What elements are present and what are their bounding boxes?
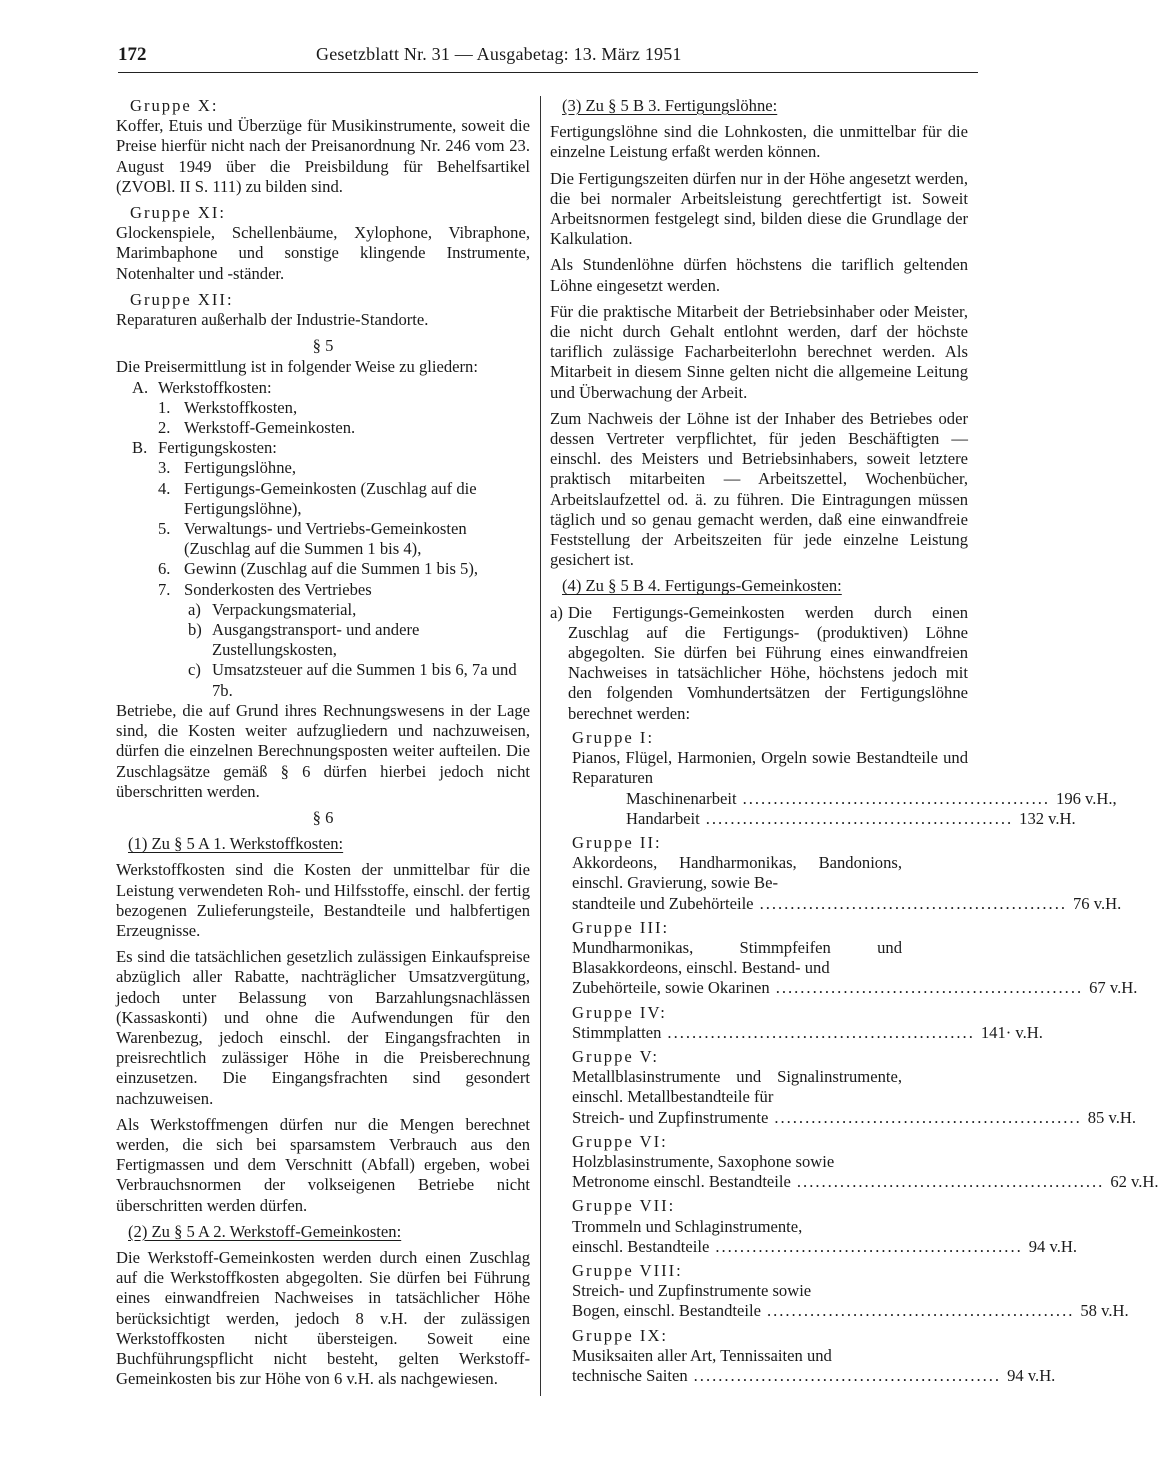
page-header bbox=[118, 42, 978, 73]
rate-group bbox=[572, 1131, 1159, 1193]
group-heading: Gruppe I: bbox=[572, 727, 655, 747]
group-text: Musiksaiten aller Art, Tennissaiten und bbox=[572, 1345, 832, 1365]
group-text: Glockenspiele, Schellenbäume, Xylophone, Vibraphone, Marimbaphone und sonstige klingende Instrumente, Notenhalter und -ständer. bbox=[116, 223, 530, 283]
gazette-title: Gesetzblatt Nr. 31 — Ausgabetag: 13. März 1951 bbox=[316, 44, 682, 64]
rate-group bbox=[572, 1325, 1056, 1387]
paragraph: Als Werkstoffmengen dürfen nur die Mengen berechnet werden, die sich bei sparsamstem Verbrauch aus den Fertigmassen und dem Verschnitt (Abfall) ergeben, wobei Verbrauchsnormen der volkseigenen Betriebe nicht überschritten werden dürfen. bbox=[116, 1114, 530, 1215]
group-heading: Gruppe VI: bbox=[572, 1131, 668, 1151]
group-heading: Gruppe XI: bbox=[130, 203, 227, 223]
rate-group bbox=[572, 1196, 1077, 1257]
paragraph: Die Fertigungs-Gemeinkosten werden durch einen Zuschlag auf die Fertigungs- (produktiven) Löhne abgegolten. Sie dürfen bei Führung eines einwandfreien Nachweises in tatsächlicher Höhe, höchstens jedoch mit den folgenden Vomhundertsätzen der Fertigungslöhne berechnet werden: bbox=[568, 602, 968, 723]
list-item: B. Fertigungskosten: bbox=[132, 438, 277, 458]
group-text: Reparaturen außerhalb der Industrie-Standorte. bbox=[116, 310, 429, 330]
group-heading: Gruppe X: bbox=[130, 96, 219, 115]
paragraph: Die Werkstoff-Gemeinkosten werden durch einen Zuschlag auf die Werkstoffkosten abgegolten. Sie dürfen bei Führung eines einwandfreien Nachweises in tatsächlicher Höhe berücksichtigt werden, jedoch 8 v.H. der zulässigen Werkstoffkosten nicht übersteigen. Soweit eine Buchführungspflicht nicht besteht, gelten Werkstoff-Gemeinkosten bis zur Höhe von 6 v.H. als nachgewiesen. bbox=[116, 1247, 530, 1389]
column-divider bbox=[540, 96, 541, 1396]
paragraph: Betriebe, die auf Grund ihres Rechnungswesens in der Lage sind, die Kosten weiter aufzugliedern und nachzuweisen, dürfen die einzelnen Berechnungsposten weiter aufteilen. Die Zuschlagsätze gemäß § 6 dürfen hierbei jedoch nicht überschritten werden. bbox=[116, 700, 530, 801]
rate-group bbox=[572, 1046, 1136, 1128]
paragraph: Als Stundenlöhne dürfen höchstens die tariflich geltenden Löhne eingesetzt werden. bbox=[550, 255, 968, 295]
rate-row: einschl. Bestandteile .................................................. 94 v.H. bbox=[572, 1236, 1077, 1256]
paragraph: Zum Nachweis der Löhne ist der Inhaber des Betriebes oder dessen Vertreter verpflichtet, für jeden Beschäftigten — einschl. des Meisters und Betriebsinhabers, soweit letztere praktisch mitarbeiten — Arbeitszettel, Wochenbücher, Arbeitslaufzettel od. ä. zu führen. Die Eintragungen müssen täglich und so genau gemacht werden, daß eine einwandfreie Feststellung der Arbeitszeiten für jede einzelne Leistung gesichert ist. bbox=[550, 408, 968, 570]
section-heading: § 6 bbox=[312, 807, 334, 827]
list-item: 2. Werkstoff-Gemeinkosten. bbox=[158, 418, 356, 438]
section-heading: § 5 bbox=[312, 336, 334, 356]
rate-row: Zubehörteile, sowie Okarinen .................................................. 67 v.H. bbox=[572, 978, 1138, 998]
rate-row: Handarbeit .................................................. 132 v.H. bbox=[626, 808, 1076, 828]
group-heading: Gruppe II: bbox=[572, 832, 662, 852]
group-heading: Gruppe III: bbox=[572, 917, 670, 937]
group-heading: Gruppe IX: bbox=[572, 1325, 669, 1345]
paragraph: Für die praktische Mitarbeit der Betriebsinhaber oder Meister, die nicht durch Gehalt entlohnt werden, darf der höchste tariflich zulässige Facharbeiterlohn berechnet werden. Als Mitarbeit in diesem Sinne gelten nicht die allgemeine Leitung und Überwachung der Arbeit. bbox=[550, 301, 968, 402]
rate-group bbox=[572, 1260, 1129, 1322]
list-item: b) Ausgangstransport- und andere Zustellungskosten, bbox=[188, 620, 420, 660]
list-item: c) Umsatzsteuer auf die Summen 1 bis 6, 7a und 7b. bbox=[188, 660, 517, 700]
group-text: Trommeln und Schlaginstrumente, bbox=[572, 1216, 803, 1236]
list-item: a) Verpackungsmaterial, bbox=[188, 599, 357, 619]
rate-row: standteile und Zubehörteile .................................................. 76 v.H. bbox=[572, 893, 1122, 913]
list-item: 7. Sonderkosten des Vertriebes bbox=[158, 579, 372, 599]
group-text: Streich- und Zupfinstrumente sowie bbox=[572, 1281, 812, 1301]
rate-row: technische Saiten .................................................. 94 v.H. bbox=[572, 1365, 1056, 1385]
rate-row: Bogen, einschl. Bestandteile .................................................. 58 v.H. bbox=[572, 1301, 1129, 1321]
list-item: 1. Werkstoffkosten, bbox=[158, 397, 298, 417]
clause-a: a) Die Fertigungs-Gemeinkosten werden durch einen Zuschlag auf die Fertigungs- (produktiven) Löhne abgegolten. Sie dürfen bei Führung eines einwandfreien Nachweises in tatsächlicher Höhe, höchstens jedoch mit den folgenden Vomhundertsätzen der Fertigungslöhne berechnet werden: bbox=[550, 602, 968, 723]
rate-group bbox=[572, 727, 1117, 829]
group-heading: Gruppe V: bbox=[572, 1046, 659, 1066]
left-column bbox=[116, 96, 530, 1389]
paragraph: Werkstoffkosten sind die Kosten der unmittelbar für die Leistung verwendeten Roh- und Hilfsstoffe, einschl. der fertig bezogenen Zulieferungsteile, Bestandteile und halbfertigen Erzeugnisse. bbox=[116, 860, 530, 940]
paragraph: Fertigungslöhne sind die Lohnkosten, die unmittelbar für die einzelne Leistung erfaßt werden können. bbox=[550, 122, 968, 162]
group-text: Pianos, Flügel, Harmonien, Orgeln sowie Bestandteile und Reparaturen bbox=[572, 748, 968, 788]
group-text: Holzblasinstrumente, Saxophone sowie bbox=[572, 1151, 835, 1171]
list-item: A. Werkstoffkosten: bbox=[132, 377, 272, 397]
subsection-heading: (2) Zu § 5 A 2. Werkstoff-Gemeinkosten: bbox=[128, 1221, 402, 1241]
subsection-heading: (1) Zu § 5 A 1. Werkstoffkosten: bbox=[128, 834, 344, 854]
rate-row: Maschinenarbeit .................................................. 196 v.H., bbox=[626, 788, 1117, 808]
group-heading: Gruppe VII: bbox=[572, 1196, 676, 1216]
rate-group bbox=[572, 917, 1138, 999]
group-text: Akkordeons, Handharmonikas, Bandonions, einschl. Gravierung, sowie Be- bbox=[572, 853, 902, 893]
cost-structure-list bbox=[116, 378, 530, 701]
rate-group bbox=[572, 1002, 1043, 1043]
rate-row: Stimmplatten .................................................. 141· v.H. bbox=[572, 1022, 1043, 1042]
group-heading: Gruppe IV: bbox=[572, 1002, 667, 1022]
rate-row: Streich- und Zupfinstrumente .................................................. 85 v.H. bbox=[572, 1107, 1136, 1127]
list-item: 3. Fertigungslöhne, bbox=[158, 458, 296, 478]
group-heading: Gruppe VIII: bbox=[572, 1260, 683, 1280]
rate-group bbox=[572, 832, 1122, 914]
group-text: Koffer, Etuis und Überzüge für Musikinstrumente, soweit die Preise hierfür nicht nach der Preisanordnung Nr. 246 vom 23. August 1949 über die Preisbildung für Behelfsartikel (ZVOBl. II S. 111) zu bilden sind. bbox=[116, 116, 530, 196]
rate-row: Metronome einschl. Bestandteile .................................................. 62 v.H. bbox=[572, 1172, 1159, 1192]
subsection-heading: (4) Zu § 5 B 4. Fertigungs-Gemeinkosten: bbox=[562, 576, 842, 596]
list-item: 4. Fertigungs-Gemeinkosten (Zuschlag auf die Fertigungslöhne), bbox=[158, 478, 477, 518]
subsection-heading: (3) Zu § 5 B 3. Fertigungslöhne: bbox=[562, 96, 778, 115]
group-text: Mundharmonikas, Stimmpfeifen und Blasakkordeons, einschl. Bestand- und bbox=[572, 937, 902, 978]
page-number: 172 bbox=[118, 44, 147, 65]
right-column bbox=[550, 96, 1159, 1386]
group-heading: Gruppe XII: bbox=[130, 289, 234, 309]
paragraph: Es sind die tatsächlichen gesetzlich zulässigen Einkaufspreise abzüglich aller Rabatte, nachträglicher Umsatzvergütung, jedoch unter Belassung von Barzahlungsnachlässen (Kassaskonti) und ohne die Aufwendungen für den Warenbezug, jedoch einschl. der Eingangsfrachten in preisrechtlich zulässiger Höhe in die Preisberechnung einzusetzen. Die Eingangsfrachten sind gesondert nachzuweisen. bbox=[116, 947, 530, 1108]
list-item: 5. Verwaltungs- und Vertriebs-Gemeinkosten (Zuschlag auf die Summen 1 bis 4), bbox=[158, 519, 467, 559]
paragraph: Die Fertigungszeiten dürfen nur in der Höhe angesetzt werden, die bei normaler Arbeitsleistung gerechtfertigt ist. Soweit Arbeitsnormen festgelegt sind, bilden diese die Grundlage der Kalkulation. bbox=[550, 168, 968, 249]
list-item: 6. Gewinn (Zuschlag auf die Summen 1 bis 5), bbox=[158, 559, 479, 579]
paragraph: Die Preisermittlung ist in folgender Weise zu gliedern: bbox=[116, 357, 478, 377]
group-text: Metallblasinstrumente und Signalinstrumente, einschl. Metallbestandteile für bbox=[572, 1067, 902, 1107]
